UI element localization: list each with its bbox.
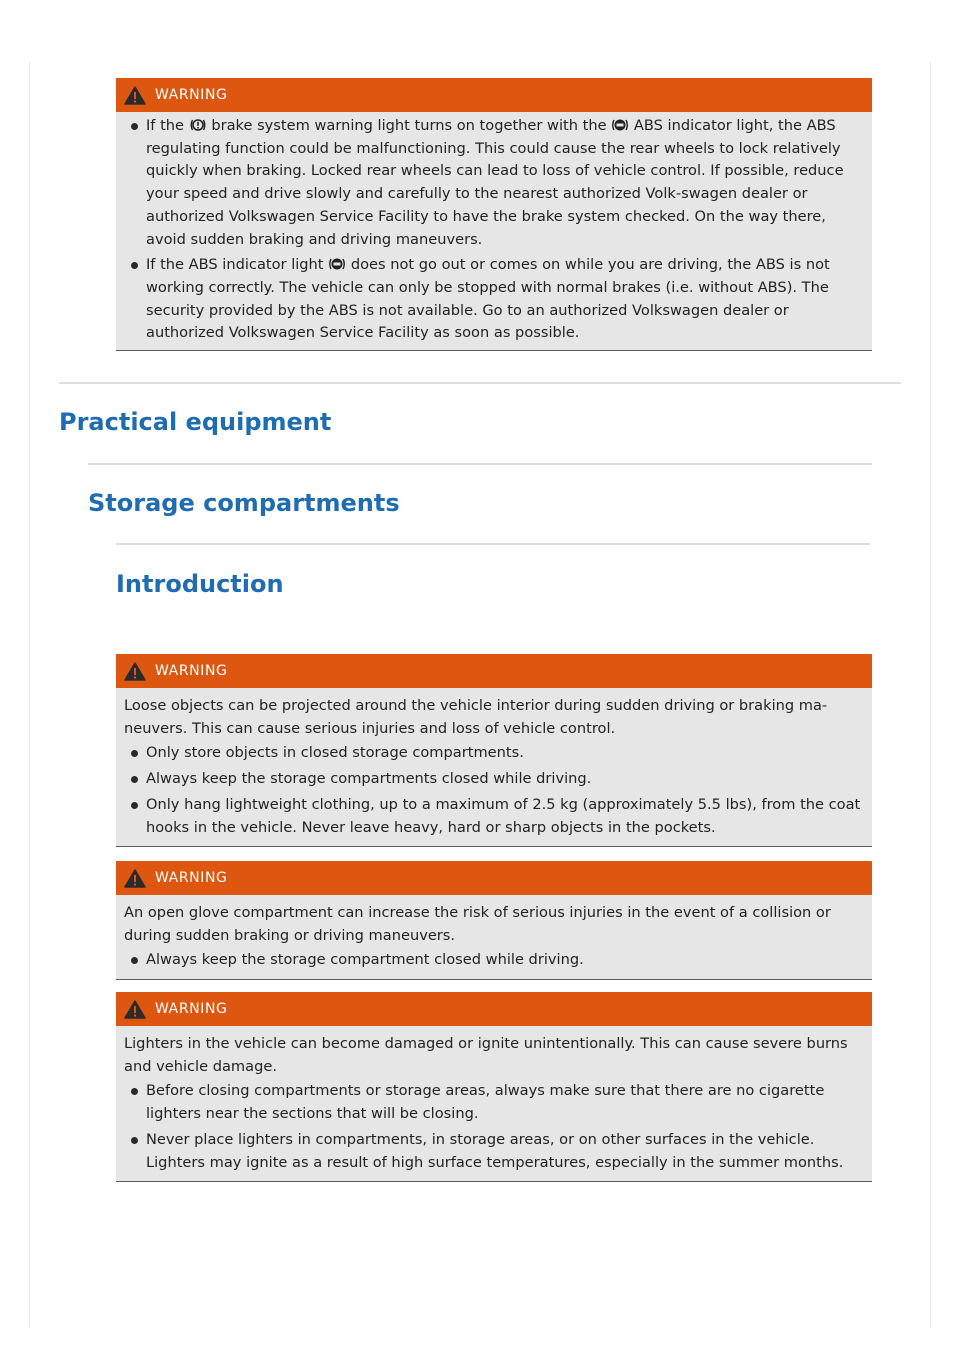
- warning-triangle-icon: [124, 86, 146, 105]
- subsection-title: Storage compartments: [88, 489, 400, 517]
- warning-header: [116, 861, 872, 895]
- list-item: Before closing compartments or storage areas, always make sure that there are no cigarette lighters near the sections that will be closing.: [124, 1080, 862, 1125]
- divider: [88, 463, 872, 465]
- abs-indicator-icon: [329, 257, 345, 271]
- warning-triangle-icon: [124, 869, 146, 888]
- page-margin-left: [29, 62, 30, 1328]
- brake-warning-icon: [190, 118, 206, 132]
- section-title: Practical equipment: [59, 408, 332, 436]
- abs-indicator-icon: [612, 118, 628, 132]
- warning-label: WARNING: [155, 663, 228, 679]
- warning-header: [116, 78, 872, 112]
- divider: [59, 382, 901, 384]
- warning-header: [116, 992, 872, 1026]
- list-item: Only hang lightweight clothing, up to a maximum of 2.5 kg (approximately 5.5 lbs), from the coat hooks in the vehicle. Never leave heavy, hard or sharp objects in the pockets.: [124, 794, 862, 839]
- list-item: Always keep the storage compartments closed while driving.: [124, 768, 862, 791]
- warning-box-loose-objects: [116, 654, 872, 847]
- list-item: Always keep the storage compartment closed while driving.: [124, 949, 862, 972]
- list-item: Only store objects in closed storage compartments.: [124, 742, 862, 765]
- warning-box-abs: [116, 78, 872, 351]
- warning-intro: Lighters in the vehicle can become damaged or ignite unintentionally. This can cause severe burns and vehicle damage.: [124, 1035, 848, 1075]
- warning-label: WARNING: [155, 870, 228, 886]
- page-title: Introduction: [116, 570, 284, 598]
- warning-intro: Loose objects can be projected around the vehicle interior during sudden driving or braking ma-neuvers. This can cause serious injuries and loss of vehicle control.: [124, 697, 828, 737]
- divider: [116, 543, 870, 545]
- warning-triangle-icon: [124, 662, 146, 681]
- warning-intro: An open glove compartment can increase the risk of serious injuries in the event of a collision or during sudden braking or driving maneuvers.: [124, 904, 831, 944]
- warning-header: [116, 654, 872, 688]
- warning-label: WARNING: [155, 1001, 228, 1017]
- list-item: If the brake system warning light turns on together with the ABS indicator light, the ABS regulating function could be malfunctioning. This could cause the rear wheels to lock relatively quickly when braking. Locked rear wheels can lead to loss of vehicle control. If possible, reduce your speed and drive slowly and carefully to the nearest authorized Volk-swagen dealer or authorized Volkswagen Service Facility to have the brake system checked. On the way there, avoid sudden braking and driving maneuvers.: [124, 115, 862, 251]
- list-item: If the ABS indicator light does not go out or comes on while you are driving, the ABS is not working correctly. The vehicle can only be stopped with normal brakes (i.e. without ABS). The security provided by the ABS is not available. Go to an authorized Volkswagen dealer or authorized Volkswagen Service Facility as soon as possible.: [124, 254, 862, 345]
- warning-box-lighters: [116, 992, 872, 1182]
- warning-box-glove-compartment: [116, 861, 872, 980]
- warning-triangle-icon: [124, 1000, 146, 1019]
- warning-label: WARNING: [155, 87, 228, 103]
- list-item: Never place lighters in compartments, in storage areas, or on other surfaces in the vehicle. Lighters may ignite as a result of high surface temperatures, especially in the summer months.: [124, 1129, 862, 1174]
- page-margin-right: [930, 62, 931, 1328]
